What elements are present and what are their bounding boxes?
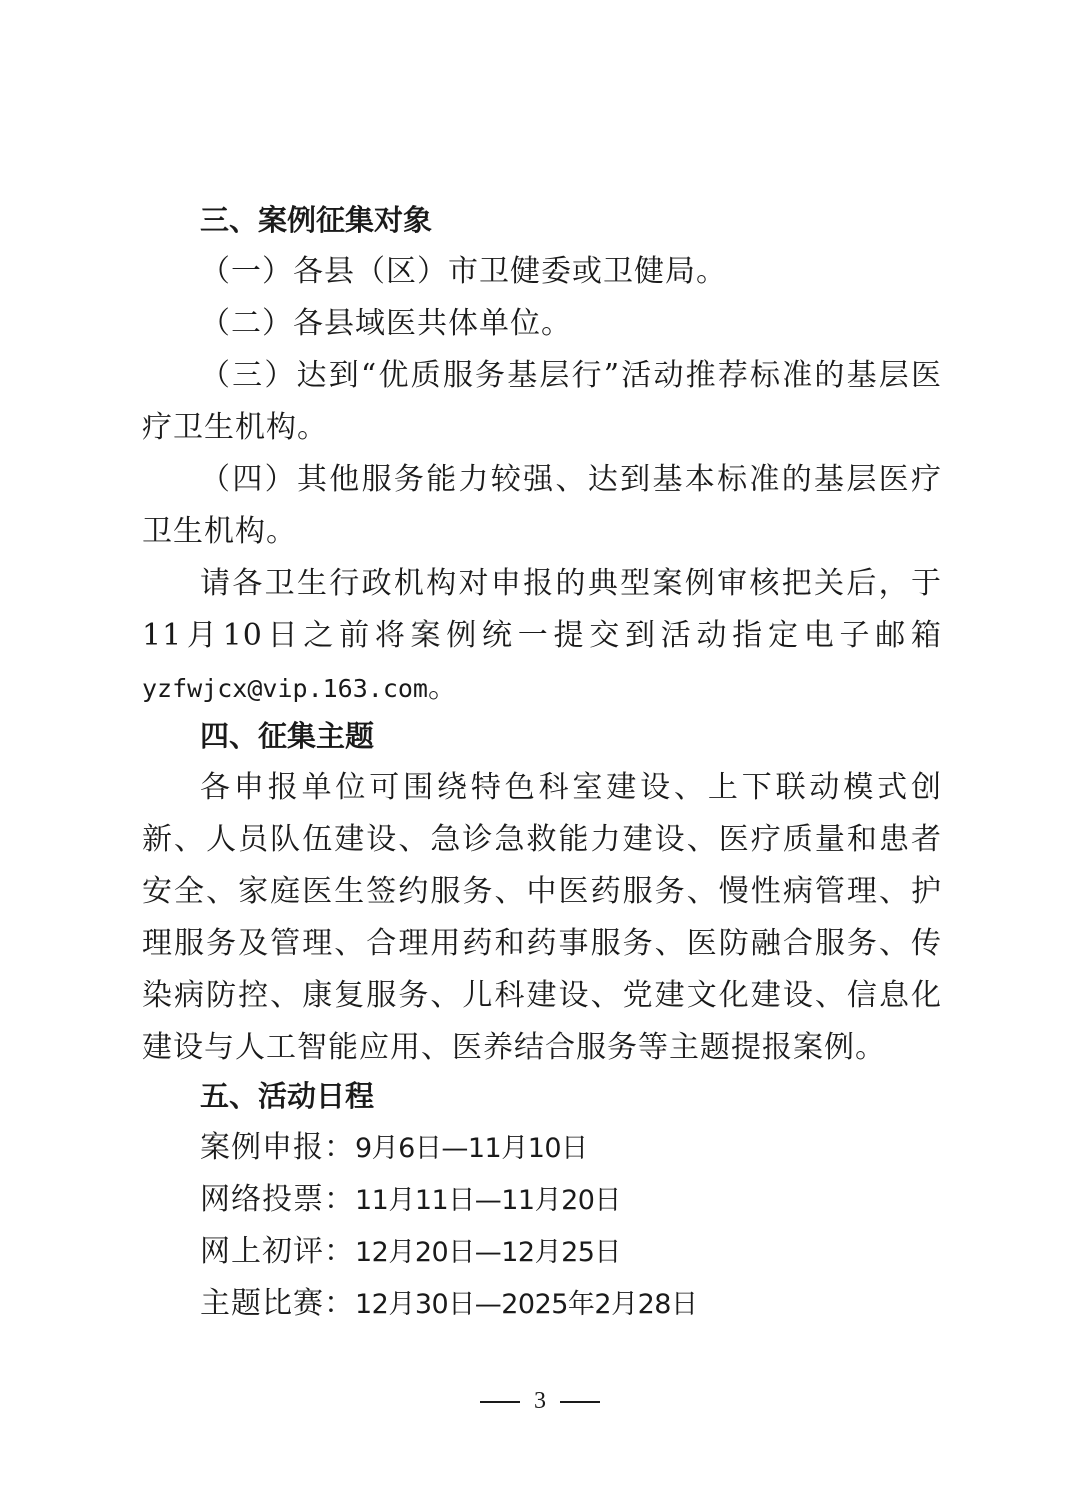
- page-number-value: 3: [534, 1388, 546, 1414]
- section-heading-5: 五、活动日程: [200, 1079, 375, 1113]
- theme-paragraph: 各申报单位可围绕特色科室建设、上下联动模式创新、人员队伍建设、急诊急救能力建设、医疗质量和患者安全、家庭医生签约服务、中医药服务、慢性病管理、护理服务及管理、合理用药和药事服务、医防融合服务、传染病防控、康复服务、儿科建设、党建文化建设、信息化建设与人工智能应用、医养结合服务等主题提报案例。: [142, 770, 942, 1065]
- schedule-row-4: [142, 1278, 942, 1331]
- schedule-separator: ：: [324, 1286, 355, 1321]
- schedule-value: 9月6日—11月10日: [355, 1133, 588, 1164]
- schedule-label: 网络投票: [200, 1182, 324, 1217]
- collection-target-item-2: （二）各县域医共体单位。: [200, 306, 572, 341]
- schedule-label: 主题比赛: [200, 1286, 324, 1321]
- schedule-row-1: [142, 1122, 942, 1175]
- submission-email: yzfwjcx@vip.163.com: [142, 674, 428, 703]
- schedule-value: 11月11日—11月20日: [355, 1185, 621, 1216]
- submission-text: 请各卫生行政机构对申报的典型案例审核把关后，于11月10日之前将案例统一提交到活动指定电子邮箱: [142, 566, 942, 653]
- submission-paragraph: [142, 558, 942, 715]
- schedule-separator: ：: [324, 1130, 355, 1165]
- schedule-separator: ：: [324, 1234, 355, 1269]
- section-heading-3: 三、案例征集对象: [200, 203, 433, 237]
- schedule-value: 12月20日—12月25日: [355, 1237, 621, 1268]
- submission-email-suffix: 。: [427, 670, 459, 705]
- schedule-row-2: [142, 1174, 942, 1227]
- collection-target-item-1: （一）各县（区）市卫健委或卫健局。: [200, 254, 727, 289]
- page-number: [0, 1388, 1080, 1415]
- section-heading-4: 四、征集主题: [200, 719, 375, 753]
- collection-target-item-4: （四）其他服务能力较强、达到基本标准的基层医疗卫生机构。: [142, 462, 942, 549]
- schedule-value: 12月30日—2025年2月28日: [355, 1289, 698, 1320]
- schedule-label: 网上初评: [200, 1234, 324, 1269]
- collection-target-item-3: （三）达到“优质服务基层行”活动推荐标准的基层医疗卫生机构。: [142, 358, 942, 445]
- page-number-left-dash: [480, 1401, 520, 1403]
- schedule-row-3: [142, 1226, 942, 1279]
- schedule-separator: ：: [324, 1182, 355, 1217]
- page-number-right-dash: [560, 1401, 600, 1403]
- schedule-label: 案例申报: [200, 1130, 324, 1165]
